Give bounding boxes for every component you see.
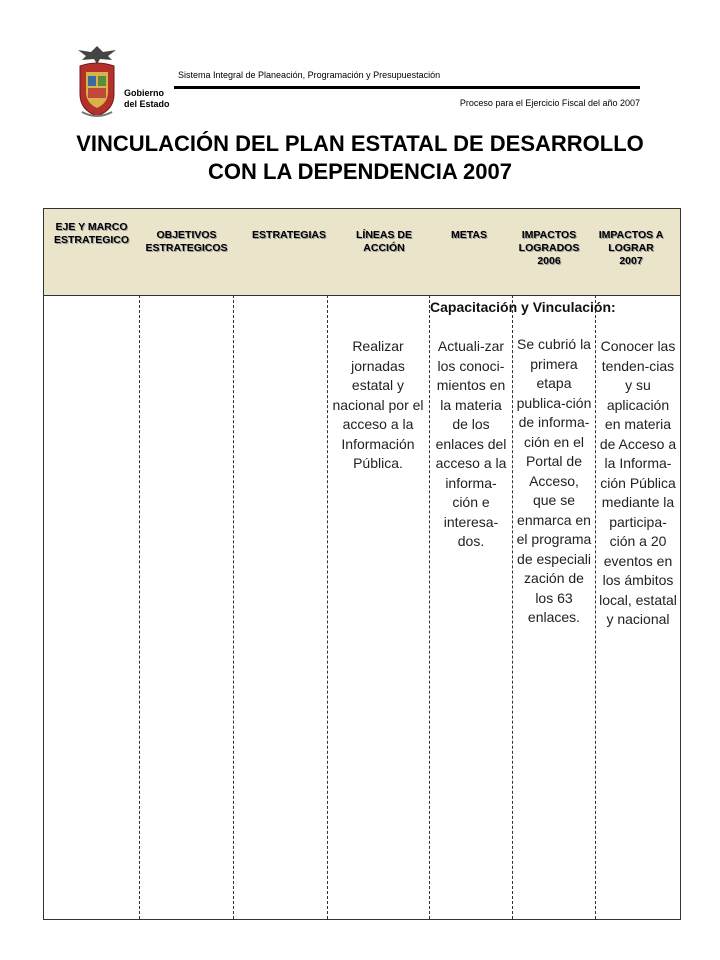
page-title-line-2: CON LA DEPENDENCIA 2007 — [208, 159, 512, 184]
column-divider — [429, 295, 430, 919]
column-divider — [327, 295, 328, 919]
column-divider — [512, 295, 513, 919]
column-header-eje-label: EJE Y MARCO ESTRATEGICO — [53, 221, 130, 246]
process-label: Proceso para el Ejercicio Fiscal del año 2007 — [459, 98, 640, 108]
column-header-objetivos-label: OBJETIVOS ESTRATEGICOS — [145, 229, 228, 254]
state-coat-of-arms-icon — [72, 42, 122, 120]
government-label-text: Gobierno del Estado — [124, 88, 170, 109]
cell-lineas-accion: Realizar jornadas estatal y nacional por el acceso a la Información Pública. — [332, 338, 424, 471]
column-header-objetivos — [139, 209, 234, 295]
page-title-line-1: VINCULACIÓN DEL PLAN ESTATAL DE DESARROLLO — [76, 131, 644, 156]
column-header-lineas — [334, 209, 434, 295]
column-divider — [139, 295, 140, 919]
column-header-metas — [429, 209, 509, 295]
system-name: Sistema Integral de Planeación, Programación y Presupuestación — [178, 70, 441, 80]
header-rule — [174, 86, 640, 89]
column-divider — [233, 295, 234, 919]
column-divider — [595, 295, 596, 919]
page-title — [20, 130, 700, 186]
section-title: Capacitación y Vinculación: — [430, 299, 616, 315]
column-header-impactos-2006 — [509, 209, 589, 295]
column-header-impactos-2007 — [589, 209, 673, 295]
government-label — [124, 88, 170, 110]
column-header-lineas-label: LÍNEAS DE ACCIÓN — [355, 229, 412, 254]
column-header-impactos-2006-label: IMPACTOS LOGRADOS 2006 — [518, 229, 580, 267]
column-header-impactos-2007-label: IMPACTOS A LOGRAR 2007 — [598, 229, 664, 267]
column-header-estrategias — [234, 209, 344, 295]
table-header-row — [44, 209, 680, 296]
cell-metas: Actuali-zar los conoci-mientos en la materia de los enlaces del acceso a la informa-ción e interesa-dos. — [435, 338, 507, 549]
column-header-metas-label: METAS — [451, 229, 487, 241]
column-header-estrategias-label: ESTRATEGIAS — [252, 229, 326, 241]
cell-impactos-2006: Se cubrió la primera etapa publica-ción de informa-ción en el Portal de Acceso, que se enmarca en el programa de especiali zación de los 63 enlaces. — [516, 336, 592, 625]
cell-impactos-2007: Conocer las tenden-cias y su aplicación en materia de Acceso a la Informa-ción Pública mediante la participa-ción a 20 eventos en los ámbitos local, estatal y nacional — [599, 338, 677, 627]
column-header-eje — [44, 209, 139, 295]
